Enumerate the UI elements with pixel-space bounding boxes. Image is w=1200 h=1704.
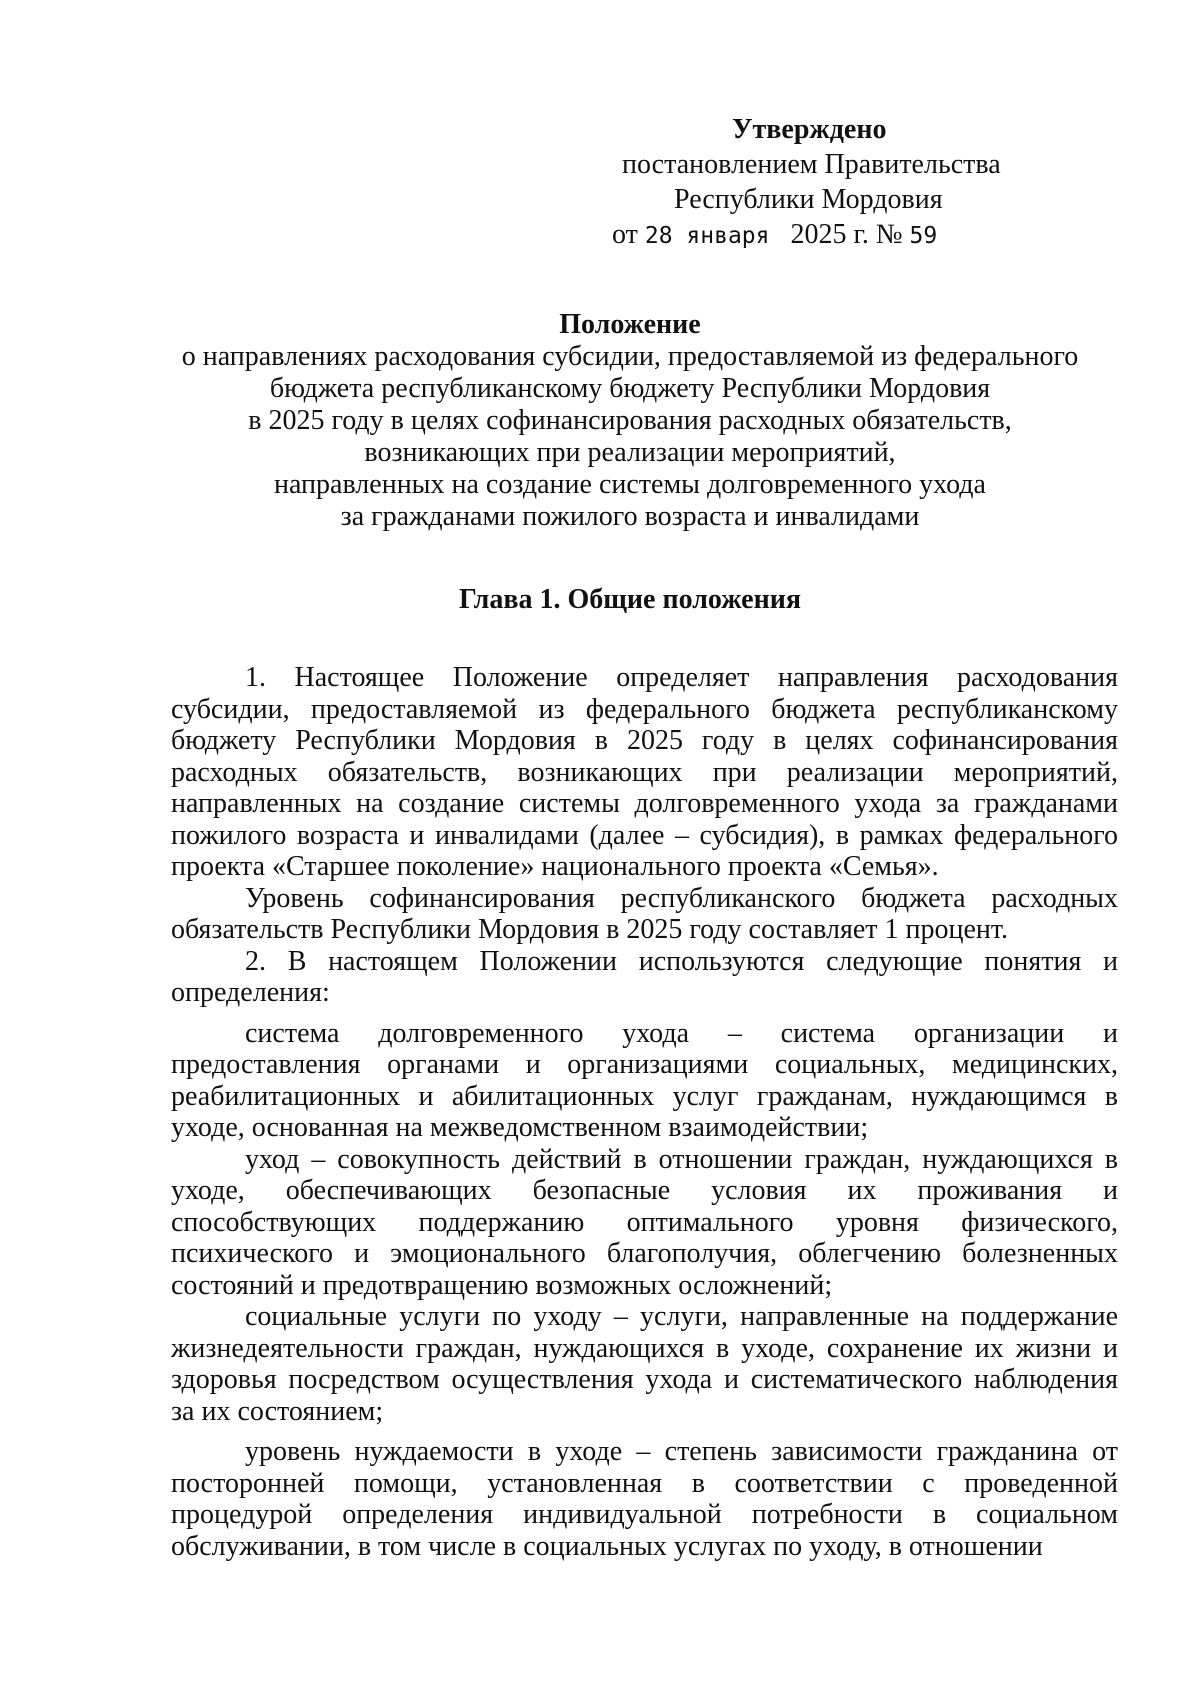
approval-issuer-line: постановлением Правительства (622, 149, 1001, 180)
approval-number: 59 (909, 223, 938, 249)
approval-region-line: Республики Мордовия (674, 184, 943, 215)
document-title-line: бюджета республиканскому бюджету Республики Мордовия (269, 373, 991, 404)
document-title-line: возникающих при реализации мероприятий, (364, 437, 896, 468)
paragraph: уход – совокупность действий в отношении граждан, нуждающихся в уходе, обеспечивающих безопасные условия их проживания и способствующих поддержанию оптимального уровня физического, психического и эмоционального благополучия, облегчению болезненных состояний и предотвращению возможных осложнений; (171, 1143, 1118, 1301)
paragraph: Уровень софинансирования республиканского бюджета расходных обязательств Республики Мордовия в 2025 году составляет 1 процент. (171, 882, 1118, 945)
approval-date: 28 января (644, 223, 770, 249)
document-title-line: в 2025 году в целях софинансирования расходных обязательств, (248, 405, 1012, 436)
document-title-line: о направлениях расходования субсидии, предоставляемой из федерального (181, 341, 1079, 372)
paragraph: система долговременного ухода – система организации и предоставления органами и организациями социальных, медицинских, реабилитационных и абилитационных услуг гражданам, нуждающимся в уходе, основанная на межведомственном взаимодействии; (171, 1017, 1118, 1143)
document-body (171, 662, 1118, 1562)
approval-title: Утверждено (732, 114, 887, 145)
document-title-line: за гражданами пожилого возраста и инвалидами (340, 501, 920, 532)
paragraph: уровень нуждаемости в уходе – степень зависимости гражданина от посторонней помощи, установленная в соответствии с проведенной процедурой определения индивидуальной потребности в социальном обслуживании, в том числе в социальных услугах по уходу, в отношении (171, 1436, 1118, 1562)
chapter-heading: Глава 1. Общие положения (458, 584, 801, 615)
approval-date-line (600, 217, 1140, 254)
paragraph: социальные услуги по уходу – услуги, направленные на поддержание жизнедеятельности граждан, нуждающихся в уходе, сохранение их жизни и здоровья посредством осуществления ухода и систематического наблюдения за их состоянием; (171, 1301, 1118, 1427)
approval-stamp-block (600, 112, 1140, 254)
paragraph: 2. В настоящем Положении используются следующие понятия и определения: (171, 945, 1118, 1008)
approval-date-prefix: от (612, 219, 638, 250)
document-title-line: направленных на создание системы долговременного ухода (274, 469, 986, 500)
document-title (140, 309, 1120, 533)
approval-year-number-label: 2025 г. № (790, 219, 903, 250)
document-title-heading: Положение (559, 309, 701, 340)
paragraph: 1. Настоящее Положение определяет направления расходования субсидии, предоставляемой из федерального бюджета республиканскому бюджету Республики Мордовия в 2025 году в целях софинансирования расходных обязательств, возникающих при реализации мероприятий, направленных на создание системы долговременного ухода за гражданами пожилого возраста и инвалидами (далее – субсидия), в рамках федерального проекта «Старшее поколение» национального проекта «Семья». (171, 662, 1118, 882)
